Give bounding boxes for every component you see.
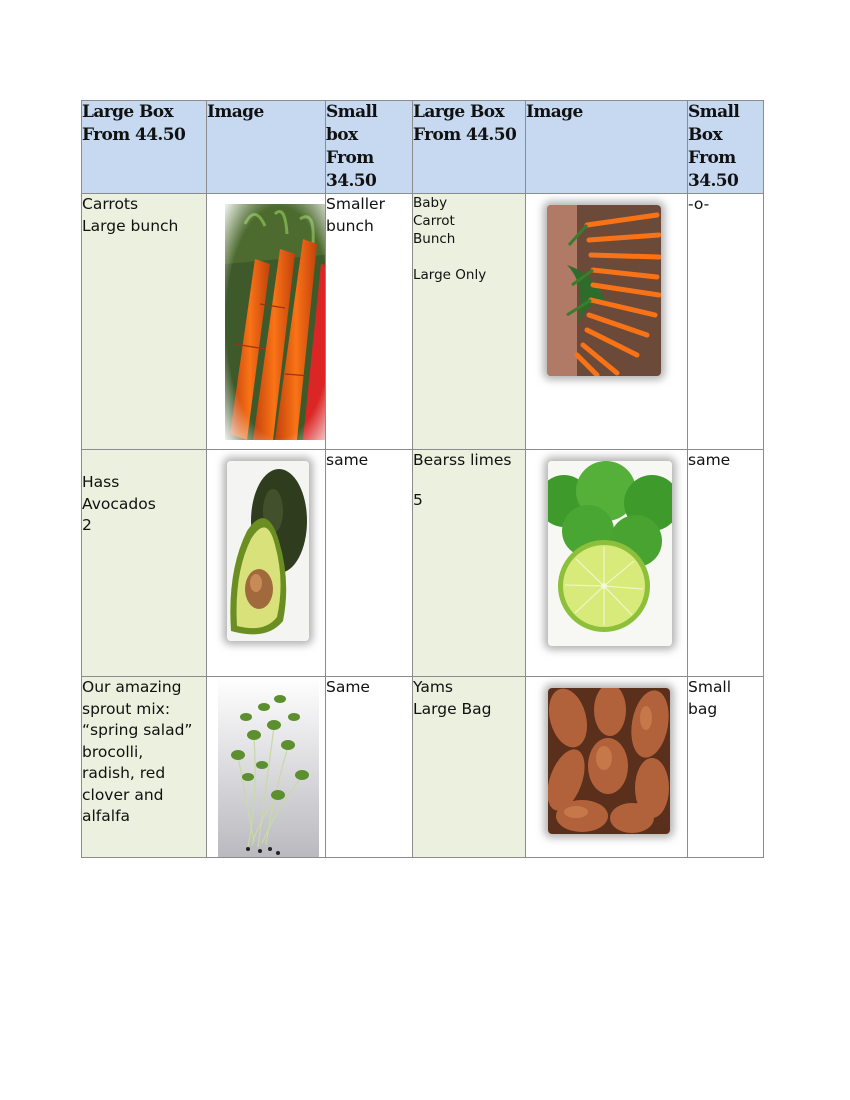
carrots-image-cell: [207, 194, 326, 450]
limes-image-cell: [526, 450, 688, 677]
avocado-photo: [227, 461, 309, 641]
sprouts-photo: [218, 677, 319, 857]
baby-carrots-photo: [547, 205, 661, 376]
avocados-small-box: same: [326, 450, 413, 677]
yams-small-box: Small bag: [688, 677, 764, 858]
avocado-image-cell: [207, 450, 326, 677]
item-avocados: Hass Avocados 2: [82, 450, 207, 677]
yams-photo: [548, 688, 670, 834]
limes-photo: [548, 461, 672, 646]
baby-carrots-image-cell: [526, 194, 688, 450]
item-baby-carrot: Baby Carrot Bunch Large Only: [413, 194, 526, 450]
item-carrots: Carrots Large bunch: [82, 194, 207, 450]
header-image-1: Image: [207, 101, 326, 194]
carrots-photo: [225, 204, 326, 440]
yams-image-cell: [526, 677, 688, 858]
header-image-2: Image: [526, 101, 688, 194]
table-row: [82, 450, 764, 677]
baby-carrot-small-box: -o-: [688, 194, 764, 450]
header-large-box-2: Large Box From 44.50: [413, 101, 526, 194]
produce-table: [81, 100, 764, 858]
sprouts-image-cell: [207, 677, 326, 858]
header-small-box-1: Small box From 34.50: [326, 101, 413, 194]
table-row: [82, 194, 764, 450]
item-sprout-mix: Our amazing sprout mix: “spring salad” brocolli, radish, red clover and alfalfa: [82, 677, 207, 858]
header-large-box-1: Large Box From 44.50: [82, 101, 207, 194]
carrots-small-box: Smaller bunch: [326, 194, 413, 450]
item-yams: Yams Large Bag: [413, 677, 526, 858]
limes-small-box: same: [688, 450, 764, 677]
item-bearss-limes: Bearss limes 5: [413, 450, 526, 677]
header-row: [82, 101, 764, 194]
sprouts-small-box: Same: [326, 677, 413, 858]
header-small-box-2: Small Box From 34.50: [688, 101, 764, 194]
table-row: [82, 677, 764, 858]
